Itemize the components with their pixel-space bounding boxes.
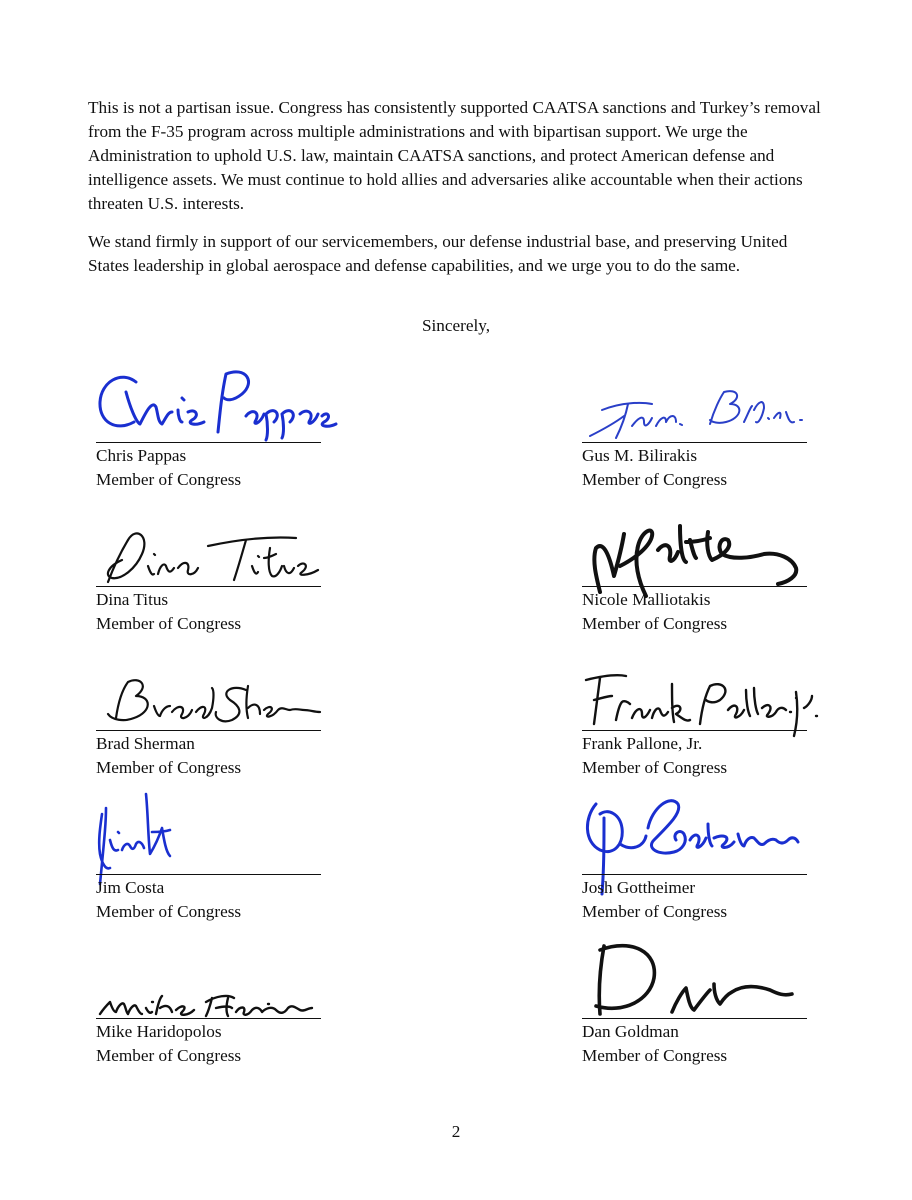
signatory-title: Member of Congress: [582, 902, 728, 921]
signatory-name: Dan Goldman: [582, 1022, 679, 1041]
signature-line: [582, 874, 807, 875]
signatory-title: Member of Congress: [582, 614, 728, 633]
signatory-title: Member of Congress: [582, 470, 728, 489]
body-paragraph-1: This is not a partisan issue. Congress has consistently supported CAATSA sanctions and Turkey’s removal from the F-35 program across multiple administrations and with bipartisan support. We urge the Administration to uphold U.S. law, maintain CAATSA sanctions, and protect American defense and intelligence assets. We must continue to hold allies and adversaries alike accountable when their actions threaten U.S. interests.: [88, 98, 821, 213]
signatory-title: Member of Congress: [582, 1046, 728, 1065]
page-number: 2: [451, 1122, 461, 1141]
signatory-name: Brad Sherman: [96, 734, 195, 753]
signatory-title: Member of Congress: [96, 758, 242, 777]
signature-nicole-malliotakis: [582, 496, 822, 586]
signature-jim-costa: [96, 784, 336, 874]
signature-josh-gottheimer: [582, 784, 822, 874]
signatory-title: Member of Congress: [96, 614, 242, 633]
signatory-name: Nicole Malliotakis: [582, 590, 711, 609]
signatory-name: Frank Pallone, Jr.: [582, 734, 703, 753]
signatory-title: Member of Congress: [582, 758, 728, 777]
signature-mike-haridopolos: [96, 928, 336, 1018]
signature-brad-sherman: [96, 640, 336, 730]
signatory-name: Chris Pappas: [96, 446, 187, 465]
signature-line: [582, 730, 807, 731]
signature-line: [582, 442, 807, 443]
body-paragraph-2: We stand firmly in support of our servicemembers, our defense industrial base, and preserving United States leadership in global aerospace and defense capabilities, and we urge you to do the same.: [88, 232, 788, 275]
signature-frank-pallone: [582, 640, 822, 730]
signature-dan-goldman: [582, 928, 822, 1018]
signatory-title: Member of Congress: [96, 1046, 242, 1065]
signatory-name: Dina Titus: [96, 590, 169, 609]
signatory-name: Jim Costa: [96, 878, 165, 897]
signature-line: [582, 586, 807, 587]
signature-line: [96, 730, 321, 731]
signature-dina-titus: [96, 496, 336, 586]
signature-line: [96, 1018, 321, 1019]
signature-line: [582, 1018, 807, 1019]
signature-gus-bilirakis: [582, 352, 822, 442]
signature-line: [96, 442, 321, 443]
signatory-title: Member of Congress: [96, 470, 242, 489]
signatory-name: Mike Haridopolos: [96, 1022, 222, 1041]
signatory-name: Gus M. Bilirakis: [582, 446, 698, 465]
signature-line: [96, 874, 321, 875]
closing-salutation: Sincerely,: [421, 316, 491, 335]
signature-chris-pappas: [96, 352, 336, 442]
signature-line: [96, 586, 321, 587]
signatory-title: Member of Congress: [96, 902, 242, 921]
signatory-name: Josh Gottheimer: [582, 878, 696, 897]
